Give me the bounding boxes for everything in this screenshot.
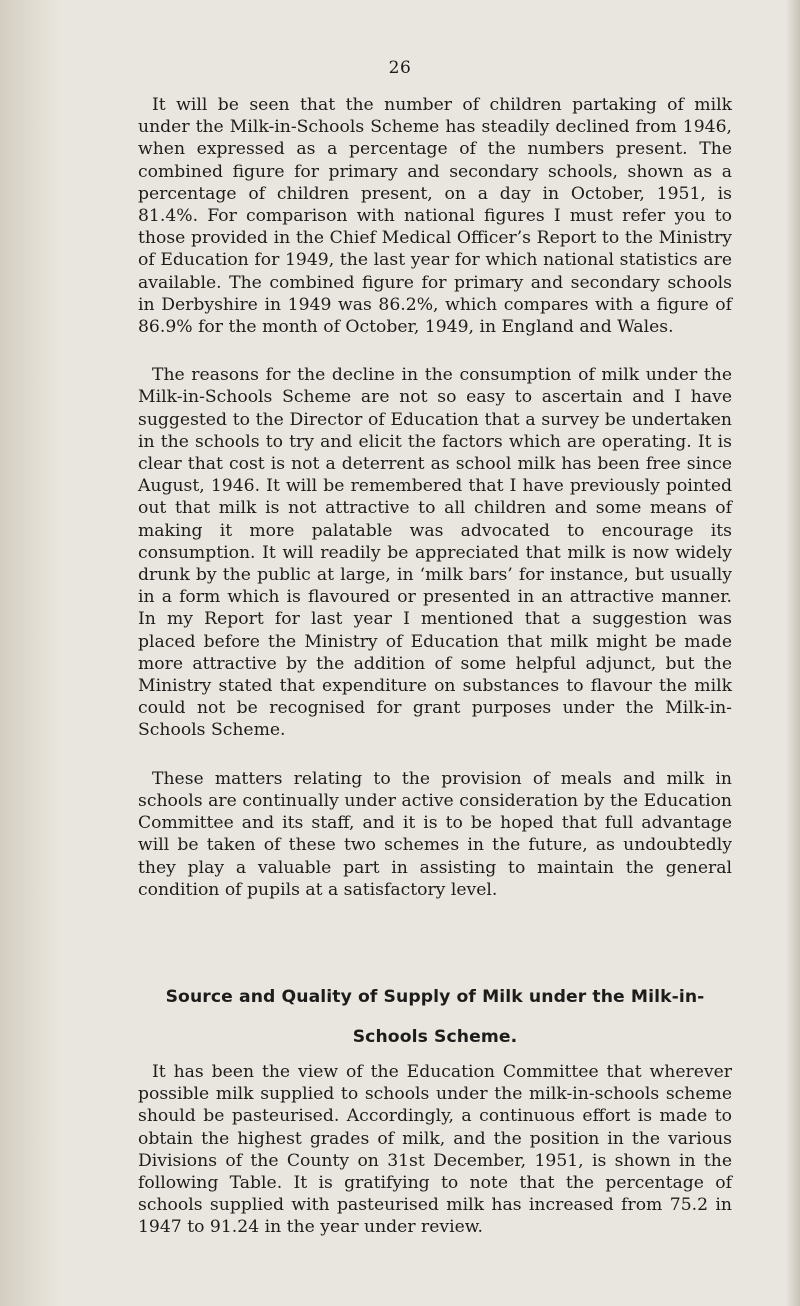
page-edge-shadow-left: [0, 0, 60, 1306]
paragraph-pasteurised-milk-supply: It has been the view of the Education Committee that wherever possible milk supplied to schools under the milk-in-schools scheme should be pasteurised. Accordingly, a continuous effort is made to obtain the highest grades of milk, and the position in the various Divisions of the County on 31st December, 1951, is shown in the following Table. It is gratifying to note that the percentage of schools supplied with pasteurised milk has increased from 75.2 in 1947 to 91.24 in the year under review.: [138, 1061, 732, 1238]
section-spacer: [138, 901, 732, 977]
paragraph-meals-and-milk-consideration: These matters relating to the provision of meals and milk in schools are continually under active consideration by the Education Committee and its staff, and it is to be hoped that full advantage will be taken of these two schemes in the future, as undoubtedly they play a valuable part in assisting to maintain the general condition of pupils at a satisfactory level.: [138, 768, 732, 900]
page-number: 26: [388, 58, 412, 78]
section-heading: [138, 977, 732, 1057]
paragraph-reasons-for-decline: The reasons for the decline in the consumption of milk under the Milk-in-Schools Scheme are not so easy to ascertain and I have suggested to the Director of Education that a survey be undertaken in the schools to try and elicit the factors which are operating. It is clear that cost is not a deterrent as school milk has been free since August, 1946. It will be remembered that I have previously pointed out that milk is not attractive to all children and some means of making it more palatable was advocated to encourage its consumption. It will readily be appreciated that milk is now widely drunk by the public at large, in ‘milk bars’ for instance, but usually in a form which is flavoured or presented in an attractive manner. In my Report for last year I mentioned that a suggestion was placed before the Ministry of Education that milk might be made more attractive by the addition of some helpful adjunct, but the Ministry stated that expenditure on substances to flavour the milk could not be recognised for grant purposes under the Milk-in-Schools Scheme.: [138, 365, 732, 741]
page-edge-shadow-right: [786, 0, 800, 1306]
section-heading-line-2: Schools Scheme.: [352, 1026, 518, 1047]
paragraph-spacer: [138, 338, 732, 364]
document-body: [138, 94, 732, 1239]
paragraph-milk-decline-statistics: It will be seen that the number of children partaking of milk under the Milk-in-Schools Scheme has steadily declined from 1946, when expressed as a percentage of the numbers present. The combined figure for primary and secondary schools, shown as a percentage of children present, on a day in October, 1951, is 81.4%. For comparison with national figures I must refer you to those provided in the Chief Medical Officer’s Report to the Ministry of Education for 1949, the last year for which national statistics are available. The combined figure for primary and secondary schools in Derbyshire in 1949 was 86.2%, which compares with a figure of 86.9% for the month of October, 1949, in England and Wales.: [138, 95, 732, 338]
paragraph-spacer: [138, 742, 732, 768]
section-heading-line-1: Source and Quality of Supply of Milk under the Milk-in-: [165, 986, 705, 1007]
